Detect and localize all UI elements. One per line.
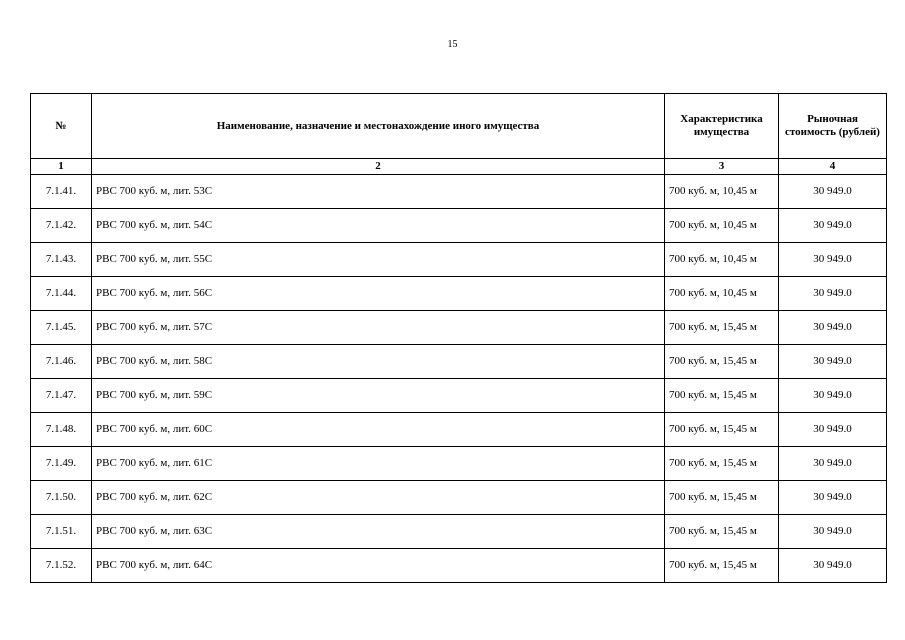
row-name: РВС 700 куб. м, лит. 54С [92,209,665,243]
row-value: 30 949.0 [779,175,887,209]
row-number: 7.1.51. [31,515,92,549]
header-name: Наименование, назначение и местонахождение иного имущества [92,94,665,159]
row-characteristic: 700 куб. м, 10,45 м [665,243,779,277]
row-characteristic: 700 куб. м, 15,45 м [665,379,779,413]
row-name: РВС 700 куб. м, лит. 56С [92,277,665,311]
header-number: № [31,94,92,159]
row-characteristic: 700 куб. м, 10,45 м [665,277,779,311]
row-number: 7.1.46. [31,345,92,379]
row-value: 30 949.0 [779,549,887,583]
row-number: 7.1.41. [31,175,92,209]
row-name: РВС 700 куб. м, лит. 60С [92,413,665,447]
row-name: РВС 700 куб. м, лит. 62С [92,481,665,515]
row-value: 30 949.0 [779,413,887,447]
row-value: 30 949.0 [779,277,887,311]
column-index: 2 [92,159,665,175]
row-value: 30 949.0 [779,481,887,515]
row-name: РВС 700 куб. м, лит. 59С [92,379,665,413]
row-characteristic: 700 куб. м, 15,45 м [665,413,779,447]
row-characteristic: 700 куб. м, 10,45 м [665,175,779,209]
row-characteristic: 700 куб. м, 15,45 м [665,447,779,481]
row-name: РВС 700 куб. м, лит. 57С [92,311,665,345]
row-value: 30 949.0 [779,243,887,277]
row-value: 30 949.0 [779,379,887,413]
row-number: 7.1.48. [31,413,92,447]
row-characteristic: 700 куб. м, 15,45 м [665,345,779,379]
table-header-row [31,94,887,159]
row-characteristic: 700 куб. м, 15,45 м [665,311,779,345]
table-row [31,277,887,311]
column-index: 3 [665,159,779,175]
row-characteristic: 700 куб. м, 10,45 м [665,209,779,243]
row-characteristic: 700 куб. м, 15,45 м [665,549,779,583]
row-number: 7.1.52. [31,549,92,583]
table-row [31,481,887,515]
table-row [31,515,887,549]
column-index-row [31,159,887,175]
row-number: 7.1.45. [31,311,92,345]
row-name: РВС 700 куб. м, лит. 55С [92,243,665,277]
row-name: РВС 700 куб. м, лит. 61С [92,447,665,481]
row-characteristic: 700 куб. м, 15,45 м [665,515,779,549]
row-number: 7.1.50. [31,481,92,515]
row-number: 7.1.42. [31,209,92,243]
table-row [31,209,887,243]
table-row [31,345,887,379]
table-row [31,311,887,345]
row-value: 30 949.0 [779,209,887,243]
header-value: Рыночная стоимость (рублей) [779,94,887,159]
property-table [30,93,887,583]
row-value: 30 949.0 [779,515,887,549]
table-row [31,243,887,277]
row-name: РВС 700 куб. м, лит. 58С [92,345,665,379]
row-characteristic: 700 куб. м, 15,45 м [665,481,779,515]
column-index: 1 [31,159,92,175]
header-characteristic: Характеристика имущества [665,94,779,159]
row-number: 7.1.44. [31,277,92,311]
row-name: РВС 700 куб. м, лит. 64С [92,549,665,583]
table-row [31,413,887,447]
page-number: 15 [447,39,458,50]
row-number: 7.1.43. [31,243,92,277]
row-name: РВС 700 куб. м, лит. 63С [92,515,665,549]
row-number: 7.1.49. [31,447,92,481]
column-index: 4 [779,159,887,175]
table-row [31,175,887,209]
row-name: РВС 700 куб. м, лит. 53С [92,175,665,209]
row-number: 7.1.47. [31,379,92,413]
row-value: 30 949.0 [779,345,887,379]
table-row [31,549,887,583]
table-row [31,379,887,413]
row-value: 30 949.0 [779,447,887,481]
row-value: 30 949.0 [779,311,887,345]
table-row [31,447,887,481]
